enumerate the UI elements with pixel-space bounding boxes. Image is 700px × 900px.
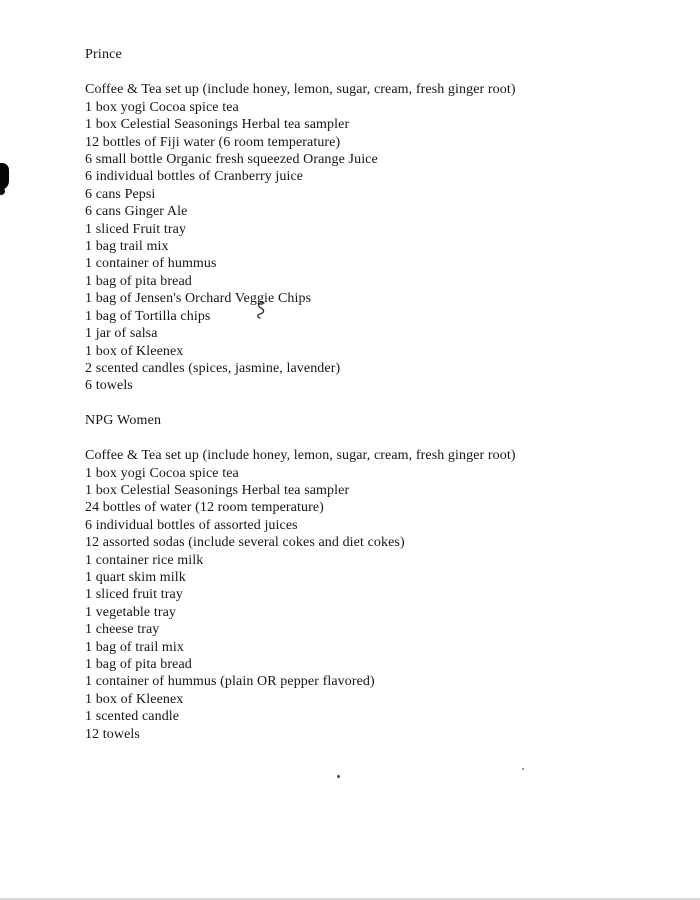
list-item: 1 bag of Tortilla chips	[85, 308, 211, 324]
list-item: 1 bag trail mix	[85, 239, 169, 255]
list-item: 1 vegetable tray	[85, 604, 177, 620]
list-item: 24 bottles of water (12 room temperature)	[85, 500, 324, 516]
list-item: 1 bag of trail mix	[85, 639, 185, 655]
list-item: 12 towels	[85, 726, 140, 742]
ink-blob-artifact	[0, 163, 9, 190]
list-item: 12 assorted sodas (include several cokes and diet cokes)	[85, 535, 405, 551]
list-item: 1 sliced Fruit tray	[85, 221, 187, 237]
list-item: 6 towels	[85, 378, 133, 394]
list-item: 12 bottles of Fiji water (6 room temperature)	[85, 134, 341, 150]
list-item: 6 individual bottles of assorted juices	[85, 517, 298, 533]
list-item: 1 box yogi Cocoa spice tea	[85, 99, 239, 115]
list-item: 1 bag of Jensen's Orchard Veggie Chips	[85, 291, 312, 307]
ink-blob-tail-artifact	[0, 188, 5, 195]
list-item: 1 quart skim milk	[85, 569, 186, 585]
list-item: Coffee & Tea set up (include honey, lemon, sugar, cream, fresh ginger root)	[85, 448, 516, 464]
list-item: Coffee & Tea set up (include honey, lemon, sugar, cream, fresh ginger root)	[85, 82, 516, 98]
list-item: 1 sliced fruit tray	[85, 587, 183, 603]
item-list	[85, 447, 680, 743]
document-content	[85, 46, 680, 743]
toner-speck	[337, 775, 340, 778]
list-item: 1 jar of salsa	[85, 326, 158, 342]
section-title: NPG Women	[85, 412, 162, 428]
list-item: 6 individual bottles of Cranberry juice	[85, 169, 304, 185]
item-list	[85, 81, 680, 394]
list-item: 6 cans Ginger Ale	[85, 204, 188, 220]
toner-speck	[522, 768, 524, 770]
list-item: 1 scented candle	[85, 709, 180, 725]
list-item: 1 container of hummus (plain OR pepper flavored)	[85, 674, 375, 690]
section-prince	[85, 46, 680, 395]
list-item: 1 box Celestial Seasonings Herbal tea sampler	[85, 117, 350, 133]
list-item: 1 container of hummus	[85, 256, 217, 272]
section-npg-women	[85, 412, 680, 743]
list-item: 2 scented candles (spices, jasmine, lavender)	[85, 360, 341, 376]
handwritten-squiggle-mark	[254, 301, 268, 320]
section-title: Prince	[85, 47, 122, 62]
list-item: 1 box yogi Cocoa spice tea	[85, 465, 239, 481]
list-item: 1 bag of pita bread	[85, 273, 192, 289]
list-item: 1 container rice milk	[85, 552, 204, 568]
list-item: 1 box of Kleenex	[85, 343, 184, 359]
list-item: 6 cans Pepsi	[85, 186, 156, 202]
list-item: 1 box of Kleenex	[85, 691, 184, 707]
list-item: 1 cheese tray	[85, 622, 160, 638]
list-item: 6 small bottle Organic fresh squeezed Orange Juice	[85, 152, 378, 168]
list-item: 1 box Celestial Seasonings Herbal tea sampler	[85, 482, 350, 498]
list-item: 1 bag of pita bread	[85, 657, 192, 672]
